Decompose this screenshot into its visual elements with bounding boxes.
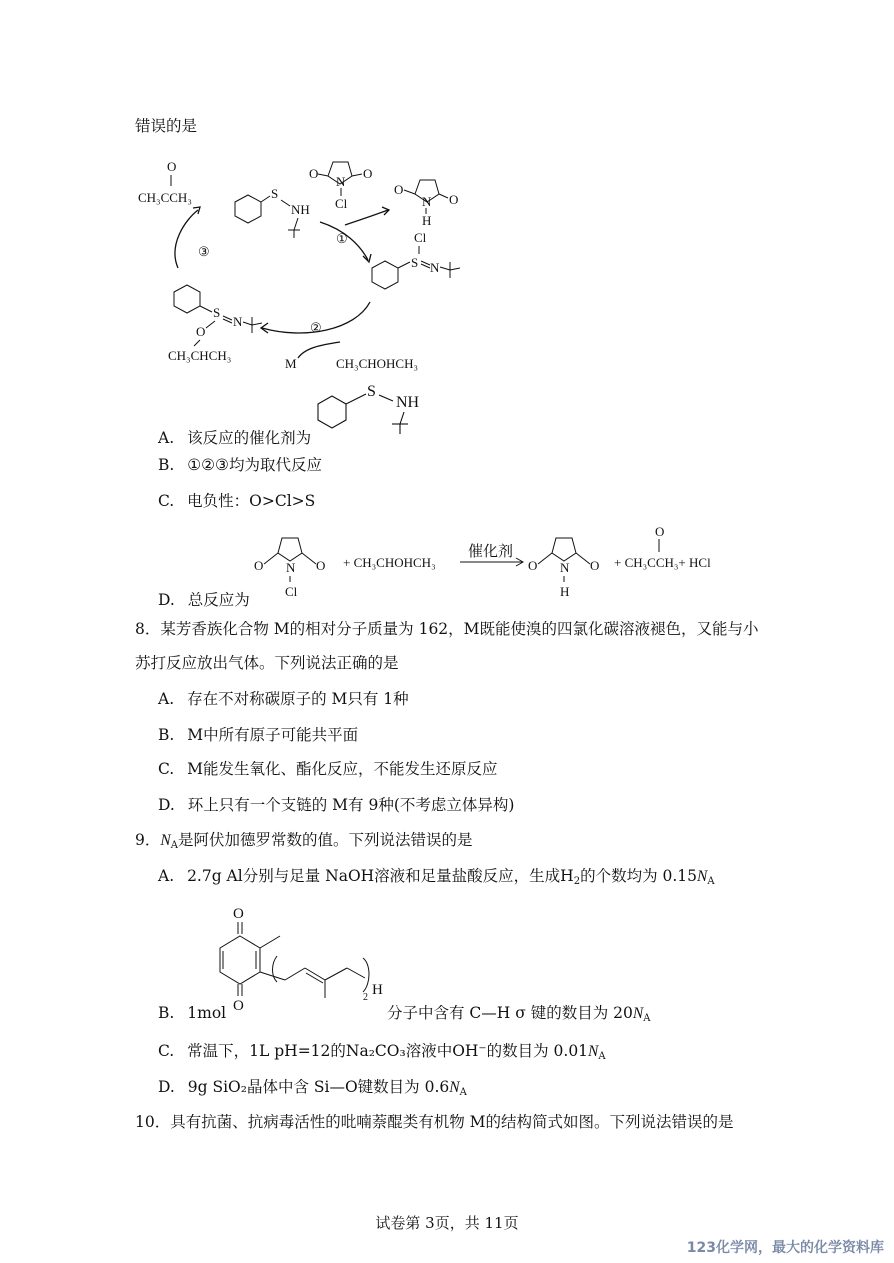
q7-option-a[interactable] [158,428,311,448]
sulf-n: N [430,260,440,275]
option-text: 总反应为 [187,591,250,609]
q9-stem [135,830,472,856]
eq-o1: O [254,558,264,573]
eq-h: H [560,584,570,599]
step3-label: ③ [198,244,210,259]
q8-option-a[interactable] [158,689,409,709]
ncs-n: N [336,174,346,189]
eq-catalyst: 催化剂 [468,544,514,560]
na-symbol: N [632,1005,644,1022]
option-text: 电负性：O>Cl>S [187,492,316,510]
h2-sub: 2 [573,876,581,887]
eq-n2: N [560,560,570,575]
option-text: 常温下，1L pH=12的Na₂CO₃溶液中OH⁻的数目为 0.01 [187,1042,589,1060]
option-text: 分子中含有 C—H σ 键的数目为 20 [387,1004,633,1022]
eq-n1: N [286,560,296,575]
option-letter: A. [158,867,175,885]
avogadro-symbol: N [160,832,171,849]
option-text: 9g SiO₂晶体中含 Si—O键数目为 0.6 [187,1078,450,1096]
succ-o1: O [394,182,404,197]
na-symbol: N [449,1079,460,1096]
cat-s: S [367,383,376,400]
catalytic-cycle-diagram [130,150,490,380]
option-letter: D. [158,1078,175,1096]
na-symbol: N [588,1043,599,1060]
acetone-o-label: O [167,159,177,174]
q9-option-b-text [387,1003,650,1029]
q9-stem-text: 是阿伏加德罗常数的值。下列说法错误的是 [177,831,473,849]
eq-cl: Cl [285,584,298,599]
ether-label: CH₃CHCH₃ [168,348,232,363]
q8-option-d[interactable] [158,795,514,815]
avogadro-sub: A [170,840,178,851]
option-text: ①②③均为取代反应 [187,456,322,474]
page-footer: 试卷第 3页，共 11页 [375,1214,519,1232]
mol-h: H [372,982,383,998]
mol-o-top: O [233,906,244,922]
option-letter: D. [158,591,175,609]
m-label: M [285,356,297,371]
eq-o4: O [590,558,600,573]
watermark: 123化学网，最大的化学资料库 [686,1240,884,1256]
quinone-molecule [205,898,395,1013]
option-text: M中所有原子可能共平面 [187,726,359,744]
succ-n: N [422,194,432,209]
na-sub: A [643,1013,651,1024]
option-letter: B. [158,1004,175,1022]
acetone-label: CH₃CCH₃ [138,190,192,205]
option-letter: D. [158,796,175,814]
cat-nh: NH [396,394,420,411]
q8-stem-line2: 苏打反应放出气体。下列说法正确的是 [135,654,399,672]
overall-equation [250,520,750,602]
option-text: 该反应的催化剂为 [187,429,312,447]
q7-option-b[interactable] [158,455,322,475]
nh-label: NH [291,202,310,217]
q9-option-c[interactable] [158,1041,606,1067]
s-label: S [271,186,279,201]
option-text: 环上只有一个支链的 M有 9种(不考虑立体异构) [187,796,515,814]
eq-o2: O [316,558,326,573]
q10-stem: 10．具有抗菌、抗病毒活性的吡喃萘醌类有机物 M的结构简式如图。下列说法错误的是 [135,1113,734,1131]
na-sub: A [707,876,715,887]
ester-s: S [213,305,221,320]
step1-label: ① [336,231,348,246]
eq-acetone-o: O [655,524,665,539]
na-sub: A [598,1051,606,1062]
option-text: 存在不对称碳原子的 M只有 1种 [187,690,409,708]
sulf-s: S [411,255,419,270]
succ-h: H [422,213,432,228]
option-text-mid: 的个数均为 0.15 [580,867,698,885]
sulf-cl: Cl [414,230,427,245]
eq-plus-isopropanol: + CH₃CHOHCH₃ [343,555,436,570]
option-letter: B. [158,456,175,474]
ester-o: O [196,324,206,339]
ncs-cl: Cl [335,196,348,211]
q9-number: 9． [135,831,161,849]
step2-label: ② [310,320,322,335]
succ-o2: O [449,192,459,207]
ncs-o2: O [363,166,373,181]
option-text-pre: 2.7g Al分别与足量 NaOH溶液和足量盐酸反应，生成H [187,867,574,885]
q9-option-d[interactable] [158,1077,467,1103]
option-letter: A. [158,429,175,447]
ester-n: N [233,314,243,329]
option-text: M能发生氧化、酯化反应，不能发生还原反应 [187,760,498,778]
mol-repeat-2: 2 [363,992,368,1003]
q8-option-c[interactable] [158,759,498,779]
mol-o-bottom: O [233,998,244,1013]
option-text-pre: 1mol [187,1004,227,1022]
na-sub: A [459,1087,467,1098]
option-letter: C. [158,492,175,510]
catalyst-structure [310,378,440,440]
eq-o3: O [528,558,538,573]
q7-option-d[interactable] [158,590,250,610]
isopropanol-label: CH₃CHOHCH₃ [336,356,419,371]
option-letter: C. [158,1042,175,1060]
q7-option-c[interactable] [158,491,315,511]
na-symbol: N [697,868,708,885]
option-letter: C. [158,760,175,778]
option-letter: A. [158,690,175,708]
q8-option-b[interactable] [158,725,358,745]
q8-stem-line1: 8．某芳香族化合物 M的相对分子质量为 162，M既能使溴的四氯化碳溶液褪色，又能与小 [135,620,759,638]
q9-option-a[interactable] [158,866,715,892]
q9-option-b[interactable] [158,1003,226,1023]
eq-plus-products: + CH₃CCH₃+ HCl [614,555,711,570]
option-letter: B. [158,726,175,744]
ncs-o1: O [309,166,319,181]
q7-tail-text: 错误的是 [135,117,198,135]
